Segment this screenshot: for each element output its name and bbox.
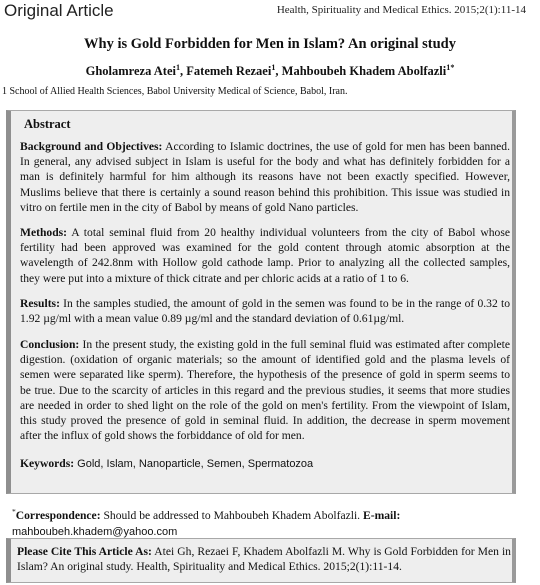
author-affiliation-mark: 1* <box>446 62 455 72</box>
author-separator: , <box>180 64 187 78</box>
affiliation-mark: 1 <box>2 86 7 97</box>
author-name: Gholamreza Atei <box>85 64 176 78</box>
journal-reference: Health, Spirituality and Medical Ethics. 2015;2(1):11-14 <box>276 4 526 16</box>
abstract-keywords <box>20 456 510 472</box>
article-title: Why is Gold Forbidden for Men in Islam? An original study <box>84 36 456 52</box>
keywords-text: Gold, Islam, Nanoparticle, Semen, Spermatozoa <box>74 458 314 470</box>
keywords-label: Keywords: <box>20 457 75 470</box>
affiliation-text: School of Allied Health Sciences, Babol University Medical of Science, Babol, Iran. <box>7 86 348 97</box>
abstract-heading: Abstract <box>24 117 71 131</box>
author-separator: , <box>275 64 282 78</box>
correspondence-text: Should be addressed to Mahboubeh Khadem Abolfazli. <box>100 509 363 522</box>
author-name: Mahboubeh Khadem Abolfazli <box>281 64 447 78</box>
citation-label: Please Cite This Article As: <box>17 545 152 558</box>
abstract-conclusion <box>20 337 510 443</box>
email-address[interactable]: mahboubeh.khadem@yahoo.com <box>12 525 178 538</box>
page-header <box>0 0 540 22</box>
conclusion-label: Conclusion: <box>20 338 80 351</box>
citation-paragraph <box>17 544 511 574</box>
author-affiliation-mark: 1 <box>271 62 276 72</box>
citation-text: Atei Gh, Rezaei F, Khadem Abolfazli M. Why is Gold Forbidden for Men in Islam? An original study. Health, Spirituality and Medical Ethics. 2015;2(1):11-14. <box>17 545 511 574</box>
correspondence <box>12 508 512 540</box>
author-affiliation-mark: 1 <box>175 62 181 72</box>
conclusion-text: In the present study, the existing gold in the full seminal fluid was estimated after complete digestion. (oxidation of organic materials; so the amount of identified gold and the plasma levels of semen were separated like sperm). Therefore, the hypothesis of the presence of gold in sperm seems to be true. Due to the scarcity of articles in this regard and the previous studies, it seems that more studies are needed in order to shed light on the role of the gold on men's fertility. From the viewpoint of Islam, this study proved the presence of gold in seminal fluid. In addition, the decrease in sperm movement after the influx of gold shows the forbiddance of old for men. <box>20 338 510 443</box>
email-label: E-mail: <box>362 509 401 522</box>
abstract-box <box>6 110 516 494</box>
results-text: In the samples studied, the amount of gold in the semen was found to be in the range of 0.32 to 1.92 µg/ml with a mean value 0.89 µg/ml and the standard deviation of 0.61µg/ml. <box>20 297 510 326</box>
abstract-methods <box>20 225 510 286</box>
background-text: According to Islamic doctrines, the use of gold for men has been banned. In general, any advised subject in Islam is useful for the body and what has definitely forbidden for a man is definitely harmful for him although its reasons have not been exactly specified. However, Muslims believe that there is certainly a sound reason behind this prohibition. This issue was studied in vitro on fertile men in the city of Babol by means of gold Nano particles. <box>20 140 510 214</box>
author-list <box>0 64 540 79</box>
correspondence-mark: * <box>12 507 16 517</box>
abstract-results <box>20 296 510 326</box>
background-label: Background and Objectives: <box>20 140 163 153</box>
abstract-background <box>20 139 510 215</box>
affiliation <box>2 86 347 97</box>
author-name: Fatemeh Rezaei <box>186 64 272 78</box>
methods-text: A total seminal fluid from 20 healthy individual volunteers from the city of Babol whose fertility had been approved was examined for the gold content through atomic absorption at the wavelength of 242.8nm with Hollow gold cathode lamp. Prior to analyzing all the collected samples, they were put into a mixture of thick citrate and per chloric acids at a ratio of 1 to 6. <box>20 226 510 285</box>
results-label: Results: <box>20 297 60 310</box>
citation-box <box>6 538 516 583</box>
correspondence-label: Correspondence: <box>15 509 101 522</box>
article-type-label: Original Article <box>4 1 114 20</box>
methods-label: Methods: <box>20 226 68 239</box>
